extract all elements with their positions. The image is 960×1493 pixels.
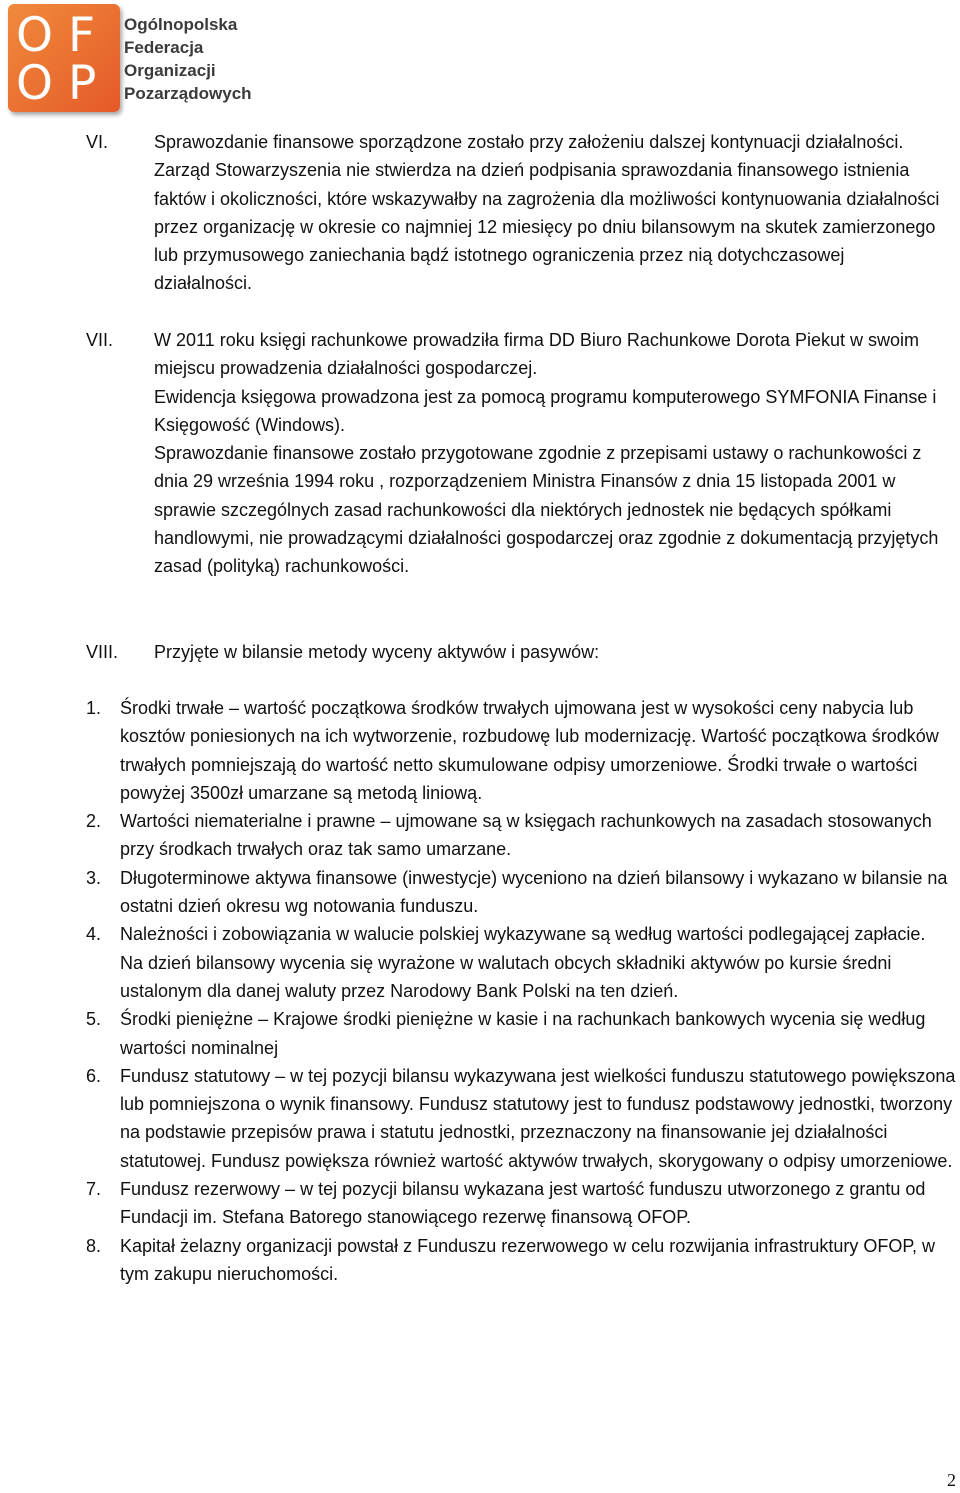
list-item-text: Na dzień bilansowy wycenia się wyrażone w walutach obcych składniki aktywów po kursie średni ustalonym dla danej waluty przez Narodowy Bank Polski na ten dzień. bbox=[120, 952, 892, 1001]
section-paragraph: W 2011 roku księgi rachunkowe prowadziła firma DD Biuro Rachunkowe Dorota Piekut w swoim miejscu prowadzenia działalności gospodarczej. bbox=[154, 330, 919, 379]
section-paragraph: Ewidencja księgowa prowadzona jest za pomocą programu komputerowego SYMFONIA Finanse i Księgowość (Windows). bbox=[154, 386, 937, 435]
organization-name-line: Pozarządowych bbox=[124, 84, 252, 103]
list-item-text: Fundusz statutowy – w tej pozycji bilansu wykazywana jest wielkości funduszu statutowego powiększona lub pomniejszona o wynik finansowy. Fundusz statutowy jest to fundusz podstawowy jednostki, tworzony na podstawie przepisów prawa i statutu jednostki, przeznaczony na finansowanie jej działalności statutowej. Fundusz powiększa również wartość aktywów trwałych, skorygowany o odpisy umorzeniowe. bbox=[120, 1065, 956, 1171]
list-item bbox=[86, 1232, 956, 1289]
list-item-number: 6. bbox=[86, 1065, 102, 1086]
list-item-text: Środki trwałe – wartość początkowa środków trwałych ujmowana jest w wysokości ceny nabycia lub kosztów poniesionych na ich wytworzenie, rozbudowę lub modernizację. Wartość początkowa środków trwałych pomniejszają do wartość netto skumulowane odpisy umorzeniowe. Środki trwałe o wartości powyżej 3500zł umarzane są metodą liniową. bbox=[120, 698, 939, 803]
section-number: VI. bbox=[86, 132, 109, 152]
section-body bbox=[154, 128, 944, 298]
organization-name-line: Ogólnopolska bbox=[124, 15, 238, 34]
logo-letter: O bbox=[16, 56, 53, 111]
section-paragraph: Sprawozdanie finansowe zostało przygotowane zgodnie z przepisami ustawy o rachunkowości z dnia 29 września 1994 roku , rozporządzeniem Ministra Finansów z dnia 15 listopada 2001 w sprawie szczególnych zasad rachunkowości dla niektórych jednostek nie będących spółkami handlowymi, nie prowadzącymi działalności gospodarczej oraz zgodnie z dokumentacją przyjętych zasad (polityką) rachunkowości. bbox=[154, 443, 939, 577]
logo-letter: P bbox=[68, 56, 97, 111]
list-item-number: 8. bbox=[86, 1235, 102, 1256]
section-paragraph: Przyjęte w bilansie metody wyceny aktywów i pasywów: bbox=[154, 642, 600, 662]
list-item-text: Kapitał żelazny organizacji powstał z Funduszu rezerwowego w celu rozwijania infrastruktury OFOP, w tym zakupu nieruchomości. bbox=[120, 1235, 936, 1284]
list-item-text: Fundusz rezerwowy – w tej pozycji bilansu wykazana jest wartość funduszu utworzonego z grantu od Fundacji im. Stefana Batorego stanowiącego rezerwę finansową OFOP. bbox=[120, 1179, 926, 1228]
page-number: 2 bbox=[947, 1470, 956, 1490]
organization-name-line: Federacja bbox=[124, 38, 204, 57]
section-number: VIII. bbox=[86, 642, 119, 662]
list-item-text: Długoterminowe aktywa finansowe (inwestycje) wyceniono na dzień bilansowy i wykazano w bilansie na ostatni dzień okresu wg notowania funduszu. bbox=[120, 867, 948, 917]
list-item bbox=[86, 1175, 956, 1232]
list-item bbox=[86, 864, 956, 921]
list-item-number: 1. bbox=[86, 698, 102, 718]
organization-name-line: Organizacji bbox=[124, 61, 216, 80]
section-body bbox=[154, 326, 944, 581]
list-item bbox=[86, 1005, 956, 1062]
section-body bbox=[154, 638, 944, 666]
section-number: VII. bbox=[86, 330, 114, 350]
list-item-text: Należności i zobowiązania w walucie polskiej wykazywane są według wartości podlegającej zapłacie. bbox=[120, 924, 926, 945]
valuation-methods-list bbox=[86, 694, 956, 1288]
ofop-logo bbox=[8, 4, 258, 114]
list-item bbox=[86, 1062, 956, 1175]
logo-letter: F bbox=[68, 8, 96, 63]
list-item bbox=[86, 920, 956, 1005]
list-item-text: Środki pieniężne – Krajowe środki pieniężne w kasie i na rachunkach bankowych wycenia się według wartości nominalnej bbox=[120, 1009, 926, 1058]
list-item bbox=[86, 694, 956, 807]
list-item-number: 3. bbox=[86, 867, 102, 888]
section-paragraph: Sprawozdanie finansowe sporządzone zostało przy założeniu dalszej kontynuacji działalności. Zarząd Stowarzyszenia nie stwierdza na dzień podpisania sprawozdania finansowego istnienia faktów i okoliczności, które wskazywałby na zagrożenia dla możliwości kontynuowania działalności przez organizację w okresie co najmniej 12 miesięcy po dniu bilansowym na skutek zamierzonego lub przymusowego zaniechania bądź istotnego ograniczenia przez nią dotychczasowej działalności. bbox=[154, 132, 940, 294]
list-item-text: Wartości niematerialne i prawne – ujmowane są w księgach rachunkowych na zasadach stosowanych przy środkach trwałych oraz tak samo umarzane. bbox=[120, 811, 932, 860]
list-item-number: 4. bbox=[86, 924, 102, 945]
ofop-logo-mark bbox=[8, 4, 120, 112]
list-item-number: 5. bbox=[86, 1009, 102, 1030]
list-item-number: 7. bbox=[86, 1179, 102, 1200]
list-item-number: 2. bbox=[86, 811, 102, 832]
logo-letter: O bbox=[16, 8, 53, 63]
organization-name bbox=[124, 13, 252, 105]
list-item bbox=[86, 807, 956, 864]
